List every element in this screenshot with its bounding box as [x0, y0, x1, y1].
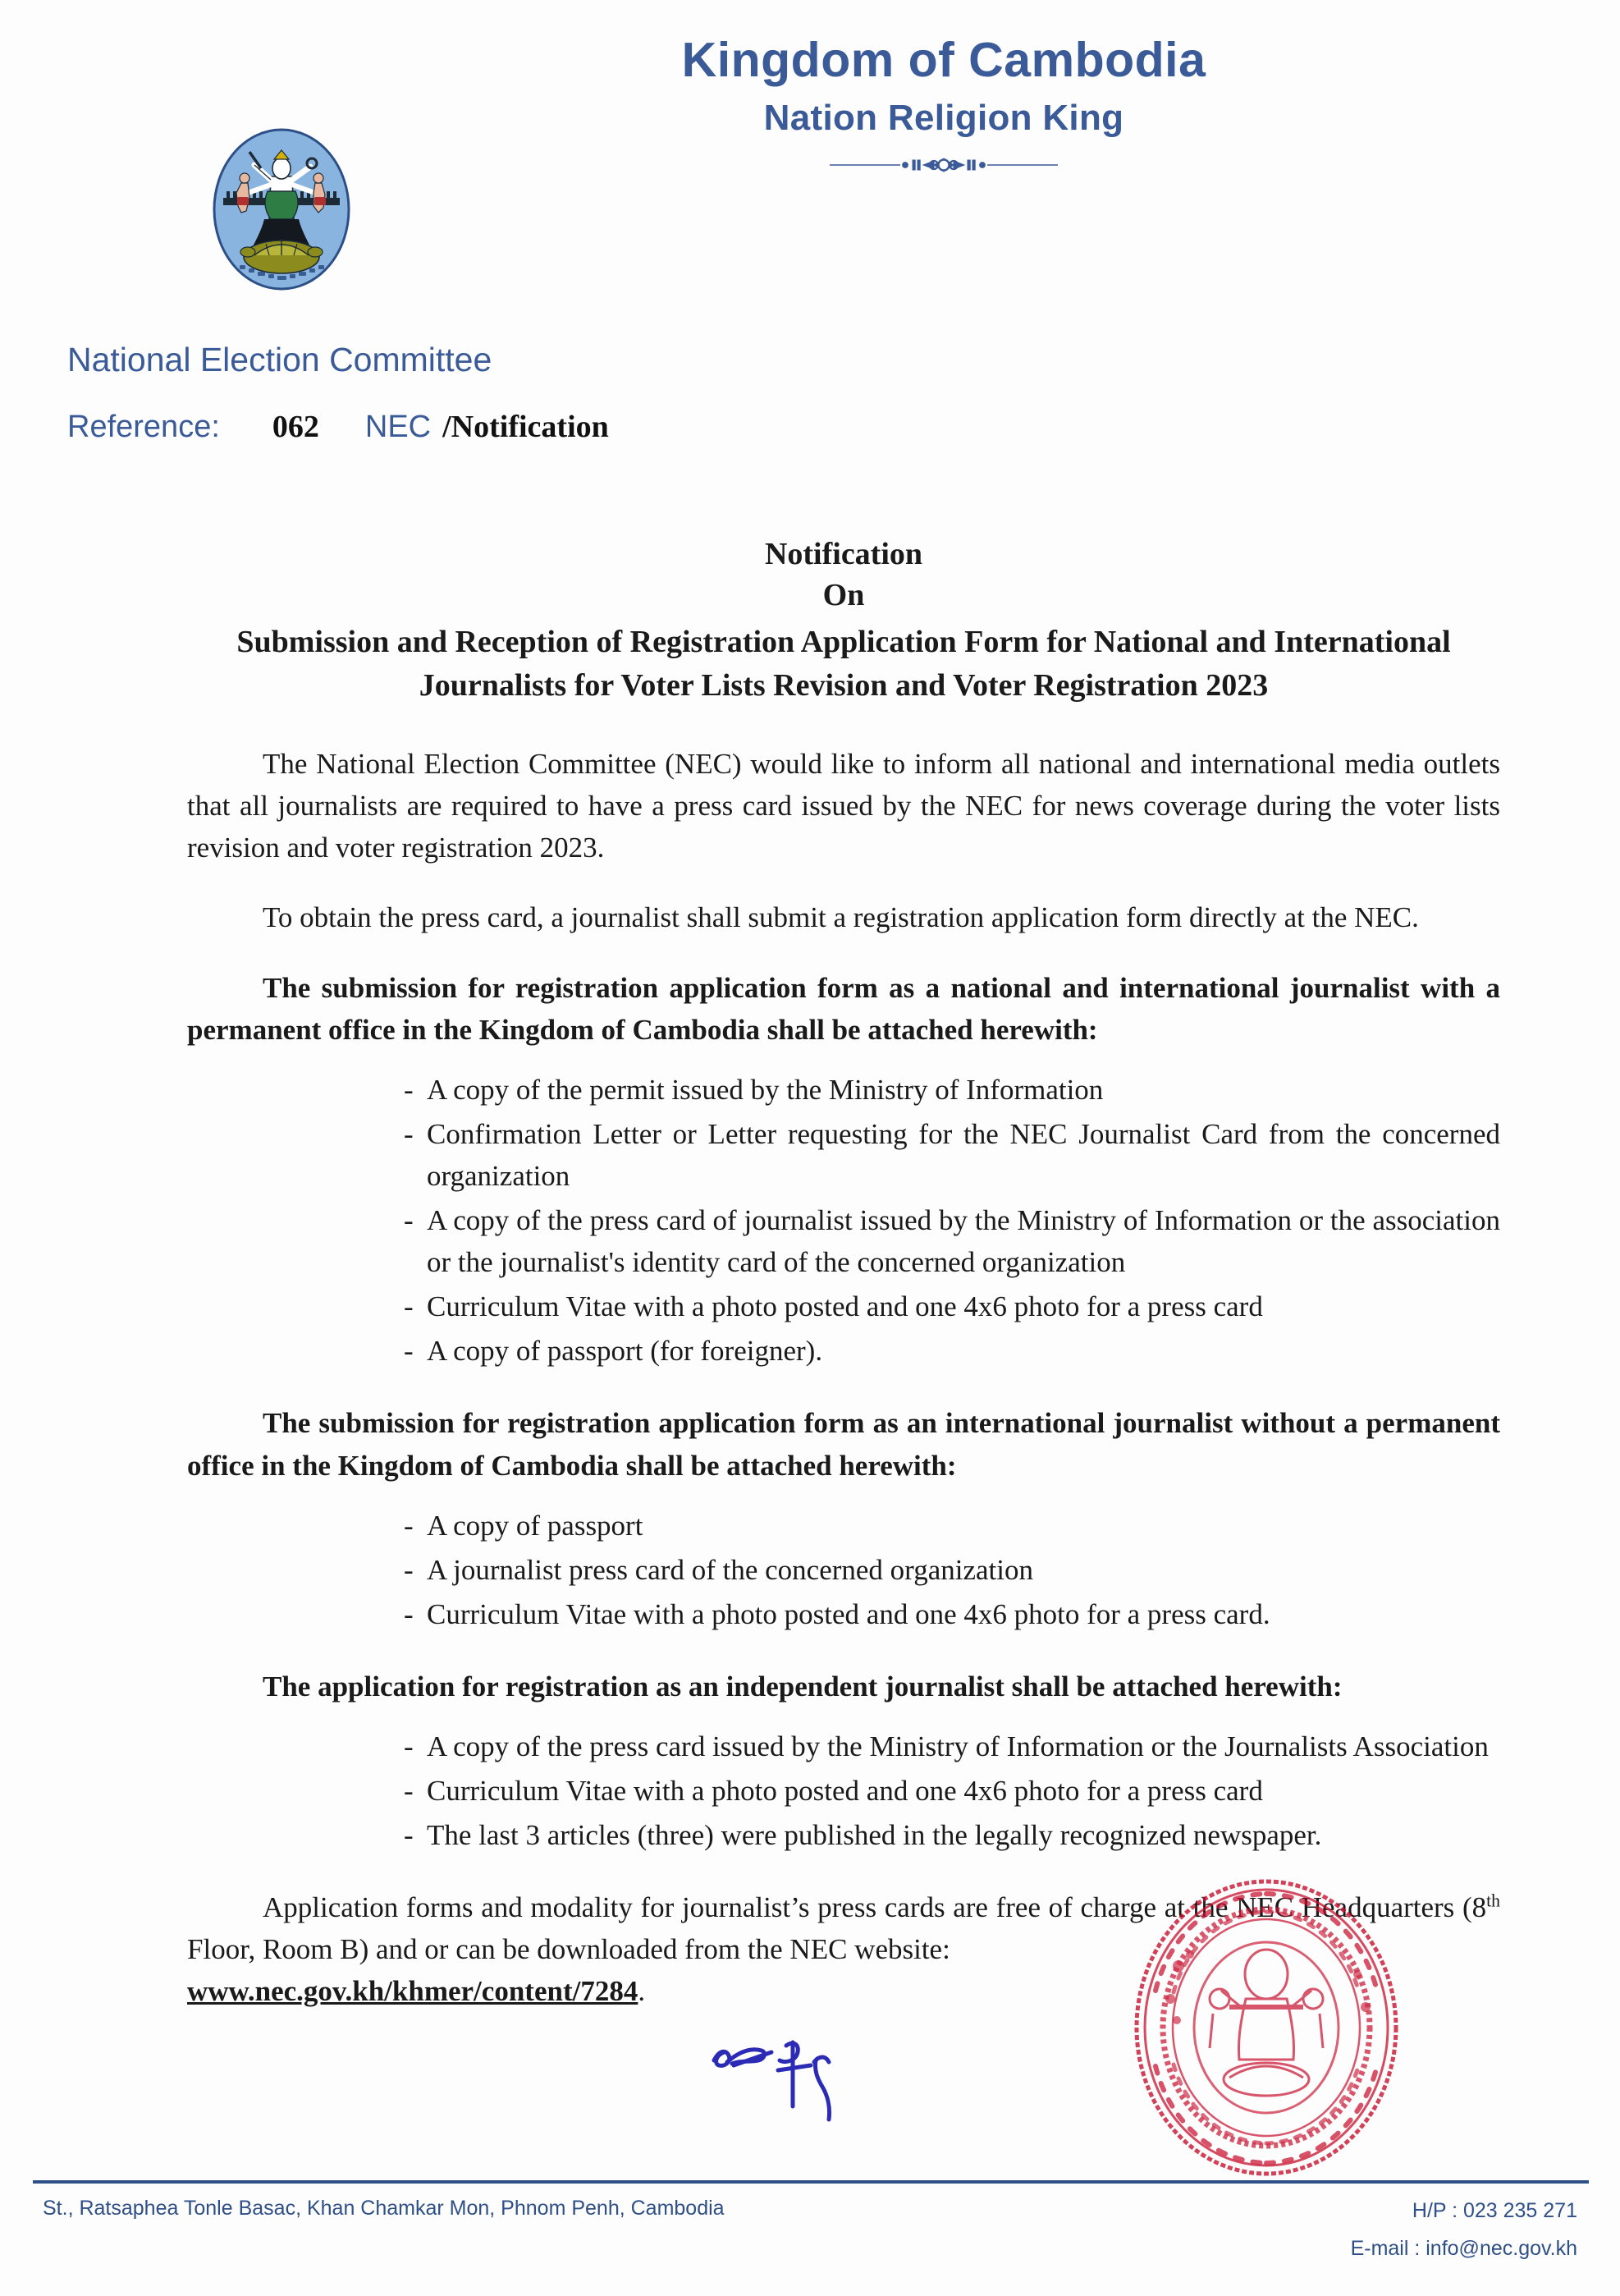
list-item: - A copy of passport (for foreigner).	[399, 1330, 1500, 1372]
list-item: - A copy of the permit issued by the Ministry of Information	[399, 1069, 1500, 1111]
nec-website-link[interactable]: www.nec.gov.kh/khmer/content/7284	[187, 1975, 638, 2008]
footer-contact	[1351, 2192, 1577, 2268]
reference-suffix: /Notification	[442, 410, 609, 444]
section3-heading: The application for registration as an independent journalist shall be attached herewith:	[263, 1670, 1343, 1703]
reference-label: Reference:	[67, 410, 220, 444]
obtain-paragraph: To obtain the press card, a journalist shall submit a registration application form directly at the NEC.	[263, 901, 1419, 934]
section2-list	[187, 1505, 1500, 1635]
section2-heading: The submission for registration application form as an international journalist without a permanent office in the Kingdom of Cambodia shall be attached herewith:	[187, 1407, 1500, 1482]
list-item: - Curriculum Vitae with a photo posted and one 4x6 photo for a press card	[399, 1285, 1500, 1327]
document-title-line1: Notification	[764, 537, 923, 571]
ornamental-divider-icon	[825, 154, 1063, 176]
handwritten-signature-icon	[707, 2028, 872, 2134]
ornamental-divider-wrap	[460, 154, 1428, 176]
list-item: - Confirmation Letter or Letter requesting for the NEC Journalist Card from the concerned organization	[399, 1113, 1500, 1197]
closing-prefix: Application forms and modality for journalist’s press cards are free of charge at the NEC Headquarters (8	[263, 1891, 1487, 1924]
document-subject-title: Submission and Reception of Registration Application Form for National and International Journalists for Voter Lists Revision and Voter Registration 2023	[236, 625, 1451, 703]
closing-period: .	[638, 1975, 646, 2008]
list-item: - Curriculum Vitae with a photo posted and one 4x6 photo for a press card	[399, 1770, 1500, 1812]
national-motto: Nation Religion King	[763, 98, 1124, 139]
closing-ordinal: th	[1486, 1890, 1500, 1911]
header-titles	[460, 33, 1428, 176]
reference-row	[67, 409, 609, 445]
section1-list	[187, 1069, 1500, 1373]
cambodia-royal-emblem-icon	[212, 127, 351, 291]
closing-paragraph	[187, 1886, 1500, 2012]
document-title-line2: On	[822, 578, 865, 613]
list-item: - The last 3 articles (three) were published in the legally recognized newspaper.	[399, 1814, 1500, 1856]
reference-number: 062	[272, 410, 319, 444]
footer-phone: H/P : 023 235 271	[1412, 2199, 1577, 2222]
list-item: - A copy of passport	[399, 1505, 1500, 1547]
intro-paragraph: The National Election Committee (NEC) would like to inform all national and international media outlets that all journalists are required to have a press card issued by the NEC for news coverage during the voter lists revision and voter registration 2023.	[187, 748, 1500, 864]
reference-agency: NEC	[364, 410, 432, 444]
list-item: - A journalist press card of the concerned organization	[399, 1549, 1500, 1591]
footer-divider	[33, 2180, 1589, 2184]
kingdom-title: Kingdom of Cambodia	[681, 33, 1206, 87]
footer-email: E-mail : info@nec.gov.kh	[1350, 2237, 1577, 2261]
document-body	[187, 534, 1500, 2013]
list-item: - A copy of the press card issued by the Ministry of Information or the Journalists Association	[399, 1725, 1500, 1767]
organization-name: National Election Committee	[67, 341, 492, 378]
list-item: - A copy of the press card of journalist issued by the Ministry of Information or the association or the journalist's identity card of the concerned organization	[399, 1199, 1500, 1283]
closing-suffix: Floor, Room B) and or can be downloaded from the NEC website:	[187, 1933, 950, 1966]
section1-heading: The submission for registration application form as a national and international journalist with a permanent office in the Kingdom of Cambodia shall be attached herewith:	[187, 971, 1500, 1046]
section3-list	[187, 1725, 1500, 1856]
list-item: - Curriculum Vitae with a photo posted and one 4x6 photo for a press card.	[399, 1593, 1500, 1635]
footer-address: St., Ratsaphea Tonle Basac, Khan Chamkar Mon, Phnom Penh, Cambodia	[43, 2197, 725, 2220]
